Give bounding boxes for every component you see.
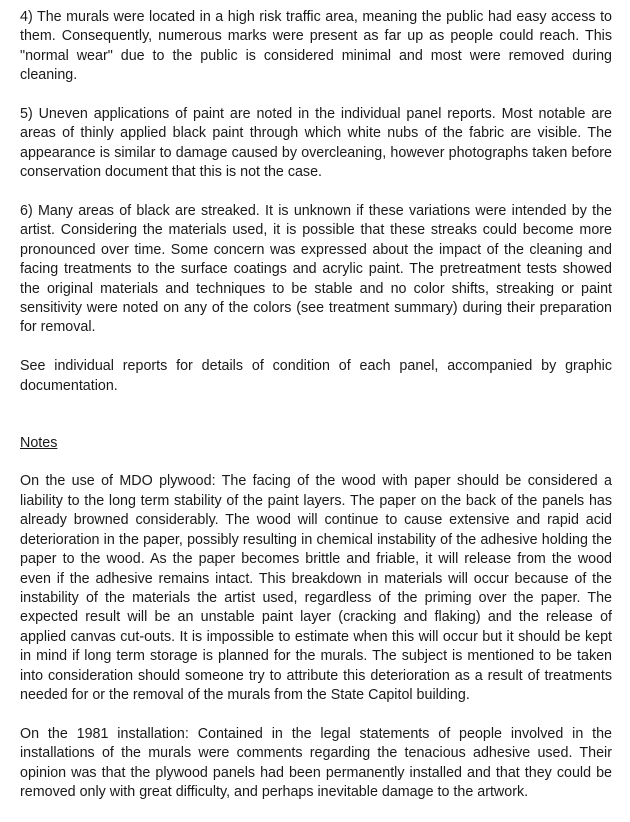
paragraph-item-4: 4) The murals were located in a high risk traffic area, meaning the public had easy access to them. Consequently, numerous marks were present as far up as people could reach. This "normal wear" due to the public is considered minimal and most were removed during cleaning. — [20, 9, 612, 84]
paragraph-item-6: 6) Many areas of black are streaked. It is unknown if these variations were intended by the artist. Considering the materials used, it is possible that these streaks could become more pronounced over time. Some concern was expressed about the impact of the cleaning and facing treatments to the surface coatings and acrylic paint. The pretreatment tests showed the original materials and techniques to be stable and no color shifts, streaking or paint sensitivity were noted on any of the colors (see treatment summary) during their preparation for removal. — [20, 203, 612, 336]
paragraph-see-reports: See individual reports for details of condition of each panel, accompanied by graphic documentation. — [20, 358, 612, 394]
notes-heading: Notes — [20, 435, 58, 452]
notes-paragraph-1981-installation: On the 1981 installation: Contained in the legal statements of people involved in the installations of the murals were comments regarding the tenacious adhesive used. Their opinion was that the plywood panels had been permanently installed and that they could be removed only with great difficulty, and perhaps inevitable damage to the artwork. — [20, 725, 612, 800]
notes-paragraph-mdo-plywood: On the use of MDO plywood: The facing of the wood with paper should be considered a liability to the long term stability of the paint layers. The paper on the back of the panels has already browned considerably. The wood will continue to cause extensive and rapid acid deterioration in the paper, possibly resulting in chemical instability of the adhesive holding the paper to the wood. As the paper becomes brittle and friable, it will release from the wood even if the adhesive remains intact. This breakdown in materials will occur because of the instability of the materials the artist used, regardless of the priming over the paper. The expected result will be an unstable paint layer (cracking and flaking) and the release of applied canvas cut-outs. It is impossible to estimate when this will occur but it should be kept in mind if long term storage is planned for the murals. The subject is mentioned to be taken into consideration should someone try to attribute this deterioration as a result of treatments needed for or the removal of the murals from the State Capitol building. — [20, 473, 612, 703]
paragraph-item-5: 5) Uneven applications of paint are noted in the individual panel reports. Most notable are areas of thinly applied black paint through which white nubs of the fabric are visible. The appearance is similar to damage caused by overcleaning, however photographs taken before conservation document that this is not the case. — [20, 106, 612, 181]
document-page — [20, 8, 612, 822]
